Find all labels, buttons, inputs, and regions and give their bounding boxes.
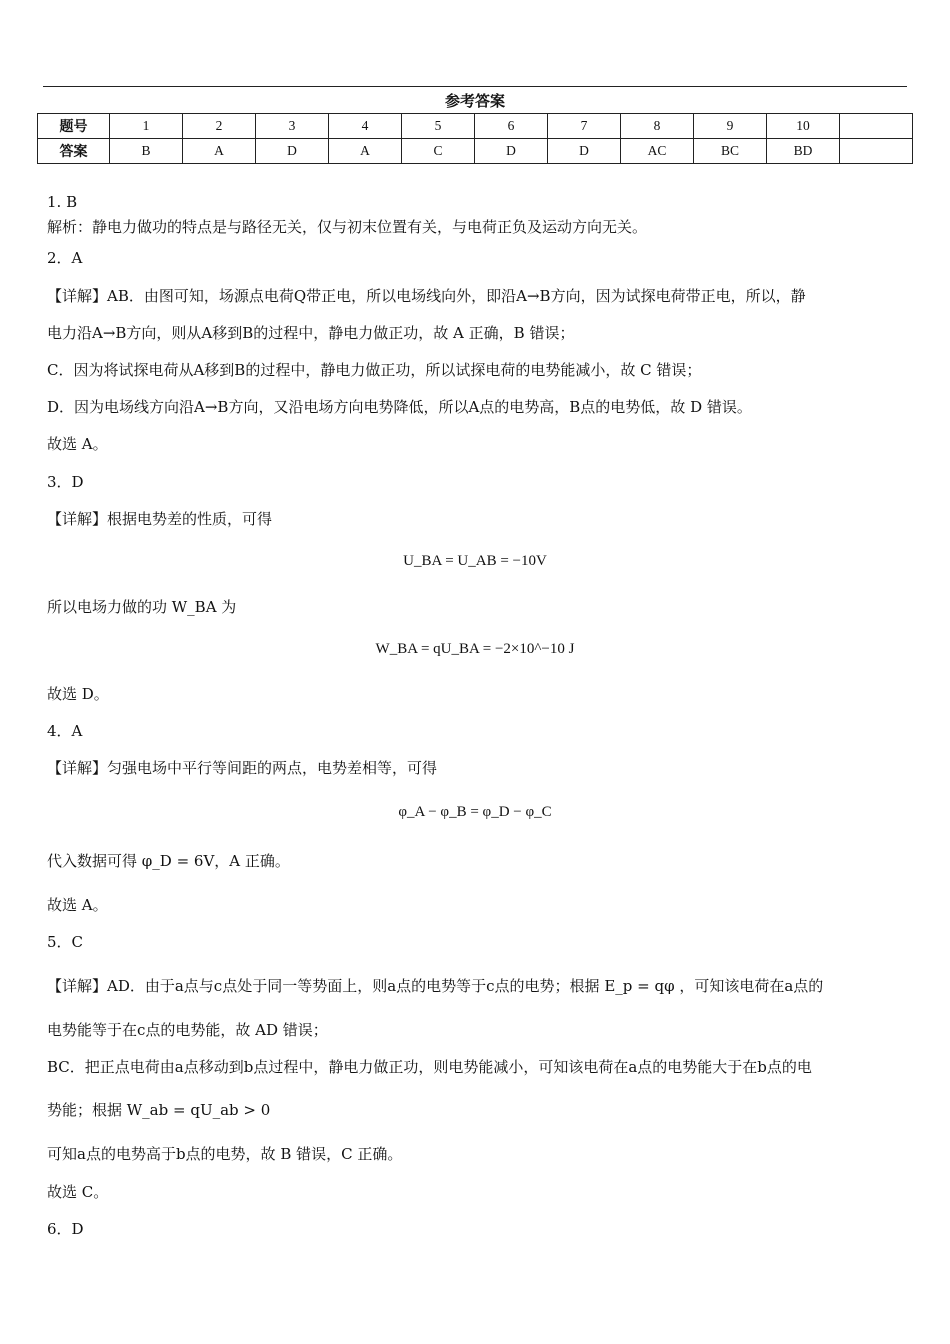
- table-cell: [840, 139, 913, 164]
- row-label-number: 题号: [38, 114, 110, 139]
- q5-detail-line-3: BC．把正点电荷由a点移动到b点过程中，静电力做正功，则电势能减小，可知该电荷在a点的电势能大于在b点的电: [47, 1058, 812, 1076]
- table-cell: BC: [694, 139, 767, 164]
- q1-heading: 1. B: [47, 193, 78, 211]
- q2-detail-line-1: 【详解】AB．由图可知，场源点电荷Q带正电，所以电场线向外，即沿A→B方向，因为试探电荷带正电，所以，静: [47, 287, 806, 305]
- q4-equation-1: φ_A − φ_B = φ_D − φ_C: [398, 804, 552, 820]
- table-cell: 1: [110, 114, 183, 139]
- table-cell: 2: [183, 114, 256, 139]
- q5-detail-line-2: 电势能等于在c点的电势能，故 AD 错误；: [47, 1021, 328, 1039]
- table-cell: B: [110, 139, 183, 164]
- table-cell: A: [329, 139, 402, 164]
- q3-heading: 3．D: [47, 473, 84, 491]
- table-cell: C: [402, 139, 475, 164]
- top-rule: [43, 86, 907, 87]
- table-cell: BD: [767, 139, 840, 164]
- q5-heading: 5．C: [47, 933, 84, 951]
- q4-detail-line-1: 【详解】匀强电场中平行等间距的两点，电势差相等，可得: [47, 759, 438, 777]
- table-row-answers: [38, 139, 913, 164]
- q3-detail-line-1: 【详解】根据电势差的性质，可得: [47, 510, 273, 528]
- row-label-answer: 答案: [38, 139, 110, 164]
- q5-detail-line-4: 势能；根据 W_ab = qU_ab > 0: [47, 1101, 271, 1119]
- table-row-numbers: [38, 114, 913, 139]
- table-cell: 9: [694, 114, 767, 139]
- q2-conclusion: 故选 A。: [47, 435, 108, 453]
- table-cell: 8: [621, 114, 694, 139]
- page-title: 参考答案: [444, 92, 505, 110]
- table-cell: D: [475, 139, 548, 164]
- table-cell: AC: [621, 139, 694, 164]
- q2-heading: 2．A: [47, 249, 83, 267]
- table-cell: 3: [256, 114, 329, 139]
- q4-heading: 4．A: [47, 722, 83, 740]
- q1-analysis: 解析：静电力做功的特点是与路径无关，仅与初末位置有关，与电荷正负及运动方向无关。: [47, 218, 648, 236]
- q5-conclusion: 故选 C。: [47, 1183, 109, 1201]
- q5-detail-line-1: 【详解】AD．由于a点与c点处于同一等势面上，则a点的电势等于c点的电势；根据 E_p = qφ ，可知该电荷在a点的: [47, 977, 824, 995]
- q3-equation-2: W_BA = qU_BA = −2×10^−10 J: [375, 641, 575, 657]
- q2-detail-line-2: 电力沿A→B方向，则从A移到B的过程中，静电力做正功，故 A 正确，B 错误；: [47, 324, 575, 342]
- q2-detail-line-3: C．因为将试探电荷从A移到B的过程中，静电力做正功，所以试探电荷的电势能减小，故 C 错误；: [47, 361, 702, 379]
- q2-detail-line-4: D．因为电场线方向沿A→B方向，又沿电场方向电势降低，所以A点的电势高，B点的电势低，故 D 错误。: [47, 398, 752, 416]
- table-cell: 7: [548, 114, 621, 139]
- table-cell: 6: [475, 114, 548, 139]
- q6-heading: 6．D: [47, 1220, 84, 1238]
- answer-table: [37, 113, 913, 164]
- table-cell: D: [256, 139, 329, 164]
- table-cell: [840, 114, 913, 139]
- table-cell: 10: [767, 114, 840, 139]
- q4-detail-line-2: 代入数据可得 φ_D = 6V，A 正确。: [47, 852, 290, 870]
- table-cell: 5: [402, 114, 475, 139]
- q3-equation-1: U_BA = U_AB = −10V: [403, 553, 547, 569]
- q3-conclusion: 故选 D。: [47, 685, 109, 703]
- q4-conclusion: 故选 A。: [47, 896, 108, 914]
- table-cell: A: [183, 139, 256, 164]
- q3-detail-line-2: 所以电场力做的功 W_BA 为: [47, 598, 237, 616]
- table-cell: D: [548, 139, 621, 164]
- q5-detail-line-5: 可知a点的电势高于b点的电势，故 B 错误，C 正确。: [47, 1145, 403, 1163]
- table-cell: 4: [329, 114, 402, 139]
